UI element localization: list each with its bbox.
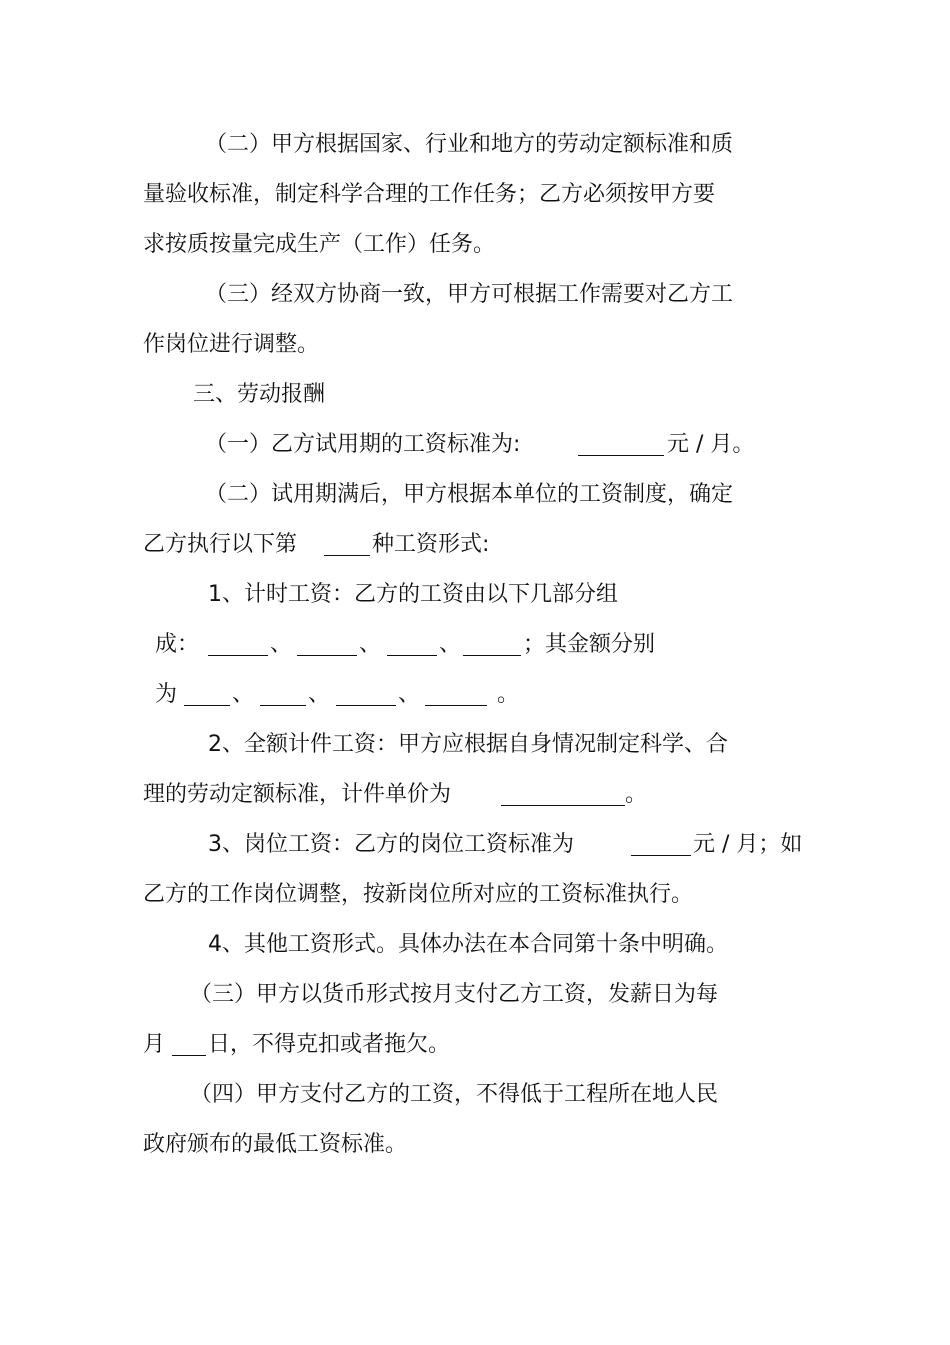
fill-blank: [184, 683, 230, 706]
paragraph-line: 2、全额计件工资：甲方应根据自身情况制定科学、合: [208, 732, 728, 757]
paragraph-line: 为: [155, 682, 178, 707]
paragraph-line: 求按质按量完成生产（工作）任务。: [143, 232, 496, 257]
paragraph-line: 乙方执行以下第: [143, 532, 298, 557]
paragraph-line: 。: [625, 782, 648, 807]
fill-blank: [260, 683, 306, 706]
paragraph-line: 、: [398, 682, 421, 707]
paragraph-line: （二）甲方根据国家、行业和地方的劳动定额标准和质: [205, 132, 734, 157]
fill-blank: [336, 683, 396, 706]
paragraph-line: 作岗位进行调整。: [143, 332, 320, 357]
paragraph-line: （三）经双方协商一致，甲方可根据工作需要对乙方工: [205, 282, 734, 307]
section-heading: 三、劳动报酬: [193, 382, 326, 407]
paragraph-line: 元 / 月；如: [693, 832, 803, 857]
fill-blank: [501, 783, 625, 806]
paragraph-line: 量验收标准，制定科学合理的工作任务；乙方必须按甲方要: [143, 182, 716, 207]
fill-blank: [172, 1033, 206, 1056]
paragraph-line: 3、岗位工资：乙方的岗位工资标准为: [208, 832, 574, 857]
paragraph-line: 成：: [155, 632, 200, 657]
paragraph-line: （一）乙方试用期的工资标准为:: [205, 432, 521, 457]
paragraph-line: （二）试用期满后，甲方根据本单位的工资制度，确定: [205, 482, 734, 507]
paragraph-line: 乙方的工作岗位调整，按新岗位所对应的工资标准执行。: [143, 882, 694, 907]
paragraph-line: 月: [143, 1032, 166, 1057]
paragraph-line: （四）甲方支付乙方的工资，不得低于工程所在地人民: [190, 1082, 719, 1107]
paragraph-line: ；其金额分别: [523, 632, 656, 657]
paragraph-line: 理的劳动定额标准，计件单价为: [143, 782, 452, 807]
fill-blank: [578, 433, 664, 456]
paragraph-line: 。: [497, 682, 520, 707]
fill-blank: [387, 633, 437, 656]
paragraph-line: 、: [308, 682, 331, 707]
paragraph-line: 4、其他工资形式。具体办法在本合同第十条中明确。: [208, 932, 728, 957]
paragraph-line: 元 / 月。: [667, 432, 755, 457]
paragraph-line: 种工资形式:: [372, 532, 490, 557]
fill-blank: [463, 633, 521, 656]
paragraph-line: 、: [270, 632, 293, 657]
paragraph-line: 、: [359, 632, 382, 657]
paragraph-line: 、: [232, 682, 255, 707]
fill-blank: [631, 833, 691, 856]
fill-blank: [324, 533, 370, 556]
fill-blank: [208, 633, 268, 656]
fill-blank: [297, 633, 357, 656]
paragraph-line: 1、计时工资：乙方的工资由以下几部分组: [208, 582, 618, 607]
fill-blank: [425, 683, 487, 706]
paragraph-line: 日，不得克扣或者拖欠。: [208, 1032, 451, 1057]
paragraph-line: （三）甲方以货币形式按月支付乙方工资，发薪日为每: [190, 982, 719, 1007]
paragraph-line: 政府颁布的最低工资标准。: [143, 1132, 408, 1157]
paragraph-line: 、: [439, 632, 462, 657]
